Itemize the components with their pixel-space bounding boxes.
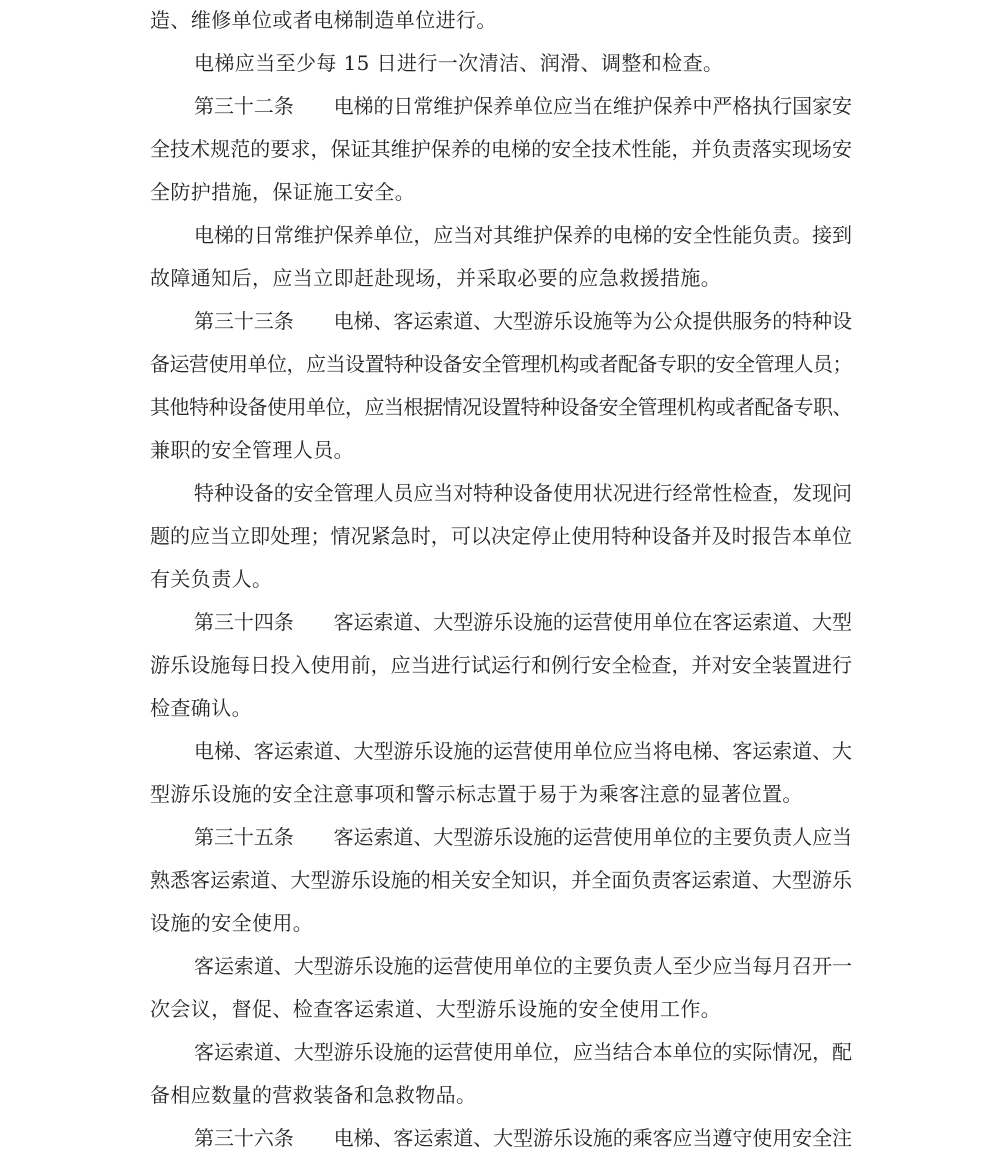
text-line: 检查确认。: [150, 696, 252, 720]
text-line: 第三十五条 客运索道、大型游乐设施的运营使用单位的主要负责人应当: [194, 825, 852, 849]
text-line: 型游乐设施的安全注意事项和警示标志置于易于为乘客注意的显著位置。: [150, 782, 803, 806]
text-line: 全技术规范的要求，保证其维护保养的电梯的安全技术性能，并负责落实现场安: [150, 137, 852, 161]
text-line: 兼职的安全管理人员。: [150, 438, 354, 462]
text-line: 备相应数量的营救装备和急救物品。: [150, 1083, 477, 1107]
text-line: 备运营使用单位，应当设置特种设备安全管理机构或者配备专职的安全管理人员；: [150, 352, 852, 376]
text-line: 第三十二条 电梯的日常维护保养单位应当在维护保养中严格执行国家安: [194, 94, 852, 118]
text-line: 造、维修单位或者电梯制造单位进行。: [150, 8, 497, 32]
text-line: 熟悉客运索道、大型游乐设施的相关安全知识，并全面负责客运索道、大型游乐: [150, 868, 852, 892]
text-line: 全防护措施，保证施工安全。: [150, 180, 416, 204]
text-line: 电梯应当至少每 15 日进行一次清洁、润滑、调整和检查。: [194, 51, 724, 75]
text-line: 电梯、客运索道、大型游乐设施的运营使用单位应当将电梯、客运索道、大: [194, 739, 852, 763]
text-line: 次会议，督促、检查客运索道、大型游乐设施的安全使用工作。: [150, 997, 722, 1021]
text-line: 特种设备的安全管理人员应当对特种设备使用状况进行经常性检查，发现问: [194, 481, 852, 505]
text-line: 第三十六条 电梯、客运索道、大型游乐设施的乘客应当遵守使用安全注: [194, 1126, 852, 1150]
text-line: 第三十四条 客运索道、大型游乐设施的运营使用单位在客运索道、大型: [194, 610, 852, 634]
text-line: 题的应当立即处理；情况紧急时，可以决定停止使用特种设备并及时报告本单位: [150, 524, 852, 548]
text-line: 电梯的日常维护保养单位，应当对其维护保养的电梯的安全性能负责。接到: [194, 223, 852, 247]
text-line: 其他特种设备使用单位，应当根据情况设置特种设备安全管理机构或者配备专职、: [150, 395, 852, 419]
text-line: 第三十三条 电梯、客运索道、大型游乐设施等为公众提供服务的特种设: [194, 309, 852, 333]
text-line: 设施的安全使用。: [150, 911, 314, 935]
text-line: 游乐设施每日投入使用前，应当进行试运行和例行安全检查，并对安全装置进行: [150, 653, 852, 677]
text-line: 客运索道、大型游乐设施的运营使用单位，应当结合本单位的实际情况，配: [194, 1040, 852, 1064]
text-line: 有关负责人。: [150, 567, 273, 591]
text-line: 客运索道、大型游乐设施的运营使用单位的主要负责人至少应当每月召开一: [194, 954, 852, 978]
text-line: 故障通知后，应当立即赶赴现场，并采取必要的应急救援措施。: [150, 266, 722, 290]
